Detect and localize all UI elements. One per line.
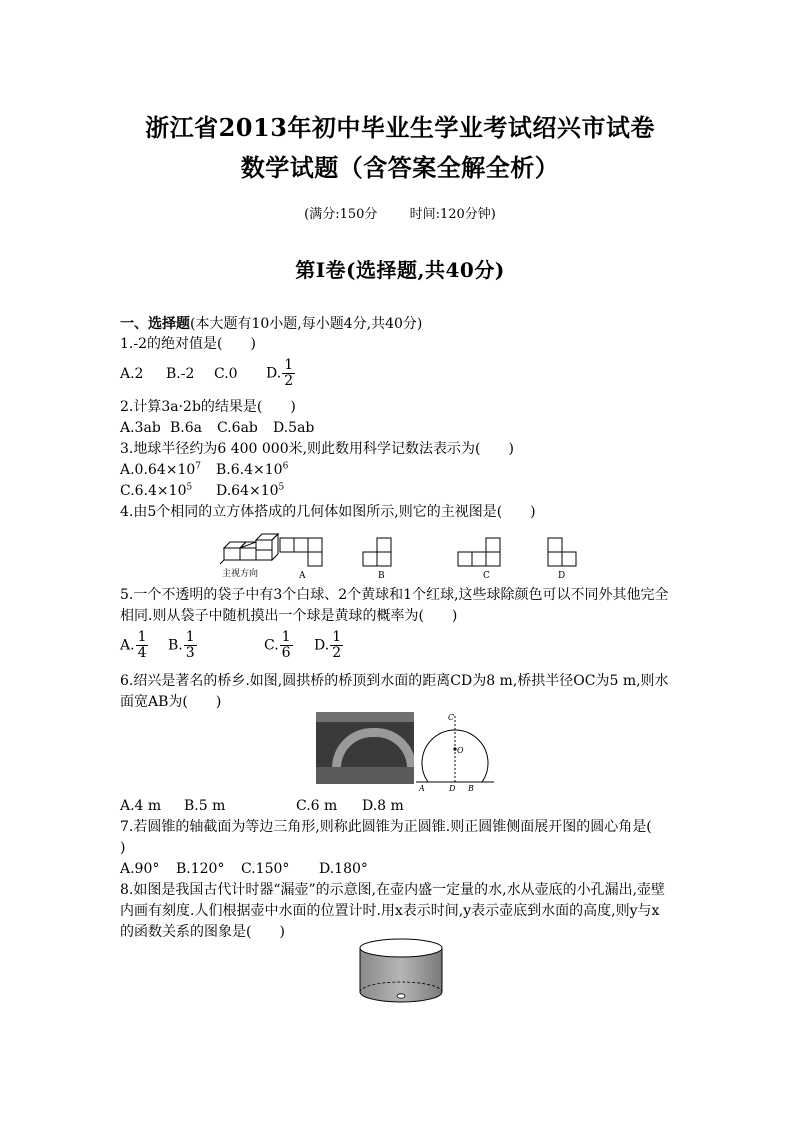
q2-text: 2.计算3a·2b的结果是( ) [120,399,296,415]
q8-text-line1: 8.如图是我国古代计时器“漏壶”的示意图,在壶内盛一定量的水,水从壶底的小孔漏出,壶壁 [120,882,666,898]
part-heading [120,315,422,333]
q5-option-b-fraction [184,630,197,661]
q5-option-d-prefix: D. [314,637,330,654]
exam-title-line1: 浙江省2013年初中毕业生学业考试绍兴市试卷 [145,113,655,142]
q4-label-d: D [558,571,566,581]
q3-option-a-exponent: 7 [195,461,202,472]
q1-text: 1.-2的绝对值是( ) [120,336,256,352]
q6-option-d: D.8 m [362,798,404,814]
q6-text-line1: 6.绍兴是著名的桥乡.如图,圆拱桥的桥顶到水面的距离CD为8 m,桥拱半径OC为5 m,则水 [120,673,669,689]
q7-option-d: D.180° [319,861,368,877]
q6-option-b: B.5 m [184,798,226,814]
q3-option-a [120,461,216,479]
exam-info [0,203,800,222]
q5-option-a-fraction [136,630,149,661]
point-d-label: D [449,784,456,792]
q3-option-d-exponent: 5 [278,482,285,493]
q3-option-d [216,482,284,500]
q1-option-d-fraction [282,358,295,389]
q7-text-line2: ) [120,840,126,856]
q6-text-line2: 面宽AB为( ) [120,694,222,710]
q4-label-b: B [378,571,385,581]
q3-options-row1 [120,461,288,479]
water-clock-figure [356,936,446,1010]
q5-option-b-prefix: B. [168,637,183,654]
q7-option-b: B.120° [176,861,225,877]
q1-option-a: A.2 [120,365,144,382]
arch-bridge-diagram [414,708,496,792]
q5-option-c-prefix: C. [264,637,279,654]
q1-option-d-prefix: D. [266,365,282,382]
part-label: 一、选择题 [120,316,190,332]
bridge-photo [316,712,414,784]
q5-option-d [314,630,343,661]
fraction-numerator: 1 [137,629,147,645]
fraction-numerator: 1 [332,629,342,645]
q4-option-b-view [363,538,391,566]
point-b-label: B [468,784,474,792]
q5-text-line1: 5.一个不透明的袋子中有3个白球、2个黄球和1个红球,这些球除颜色可以不同外其他完全 [120,587,669,603]
q3-option-c [120,482,216,500]
q4-option-d-view [548,538,576,566]
q5-option-c-fraction [280,630,293,661]
q3-option-a-base: A.0.64×10 [120,462,196,478]
q1-option-c: C.0 [214,365,238,382]
q4-label-a: A [299,571,306,581]
q4-solid-figure [220,534,278,564]
q5-option-c [264,630,314,661]
q6-option-a: A.4 m [120,798,162,814]
view-direction-label: 主视方向 [222,569,259,579]
full-score: (满分:150分 [304,207,378,222]
fraction-denominator: 3 [185,645,195,661]
q2-option-b: B.6a [170,420,202,436]
q2-option-d: D.5ab [273,420,315,436]
q7-option-a: A.90° [120,861,160,877]
exam-time: 时间:120分钟) [409,207,496,222]
q3-option-b-exponent: 6 [282,461,289,472]
q3-option-b-base: B.6.4×10 [216,462,283,478]
fraction-denominator: 2 [332,645,342,661]
part-desc: (本大题有10小题,每小题4分,共40分) [190,316,423,332]
q3-option-c-base: C.6.4×10 [120,483,187,499]
q2-option-a: A.3ab [120,420,161,436]
q8-text-line3: 的函数关系的图象是( ) [120,924,285,940]
q5-option-b [168,630,264,661]
q3-option-b [216,461,288,479]
q6-option-c: C.6 m [296,798,338,814]
q2-options [120,419,314,437]
q3-option-d-base: D.64×10 [216,483,279,499]
section-heading: 第Ⅰ卷(选择题,共40分) [295,258,505,282]
fraction-numerator: 1 [281,629,291,645]
q7-option-c: C.150° [241,861,290,877]
q4-label-c: C [483,571,490,581]
q4-text: 4.由5个相同的立方体搭成的几何体如图所示,则它的主视图是( ) [120,504,536,520]
q5-text-line2: 相同.则从袋子中随机摸出一个球是黄球的概率为( ) [120,608,458,624]
q4-figure [220,530,590,586]
q6-options [120,797,404,815]
q1-option-d [266,358,295,389]
point-a-label: A [419,784,425,792]
q1-option-b: B.-2 [166,365,195,382]
fraction-numerator: 1 [185,629,195,645]
q4-option-a-view [280,538,322,566]
q3-text: 3.地球半径约为6 400 000米,则此数用科学记数法表示为( ) [120,441,514,457]
q3-options-row2 [120,482,284,500]
point-o-label: O [457,746,464,755]
q5-option-a-prefix: A. [120,637,135,654]
q5-options [120,630,343,661]
exam-title-line2: 数学试题（含答案全解全析） [240,153,560,182]
fraction-numerator: 1 [284,357,294,373]
q2-option-c: C.6ab [217,420,258,436]
point-c-label: C [448,713,455,722]
q5-option-d-fraction [330,630,343,661]
fraction-denominator: 4 [137,645,147,661]
q1-options [120,358,295,389]
fraction-denominator: 2 [284,373,294,389]
q7-options [120,860,368,878]
fraction-denominator: 6 [281,645,291,661]
q7-text-line1: 7.若圆锥的轴截面为等边三角形,则称此圆锥为正圆锥.则正圆锥侧面展开图的圆心角是( [120,819,652,835]
q4-option-c-view [458,538,500,566]
q5-option-a [120,630,168,661]
q3-option-c-exponent: 5 [186,482,193,493]
q8-text-line2: 内画有刻度.人们根据壶中水面的位置计时.用x表示时间,y表示壶底到水面的高度,则y与x [120,903,660,919]
